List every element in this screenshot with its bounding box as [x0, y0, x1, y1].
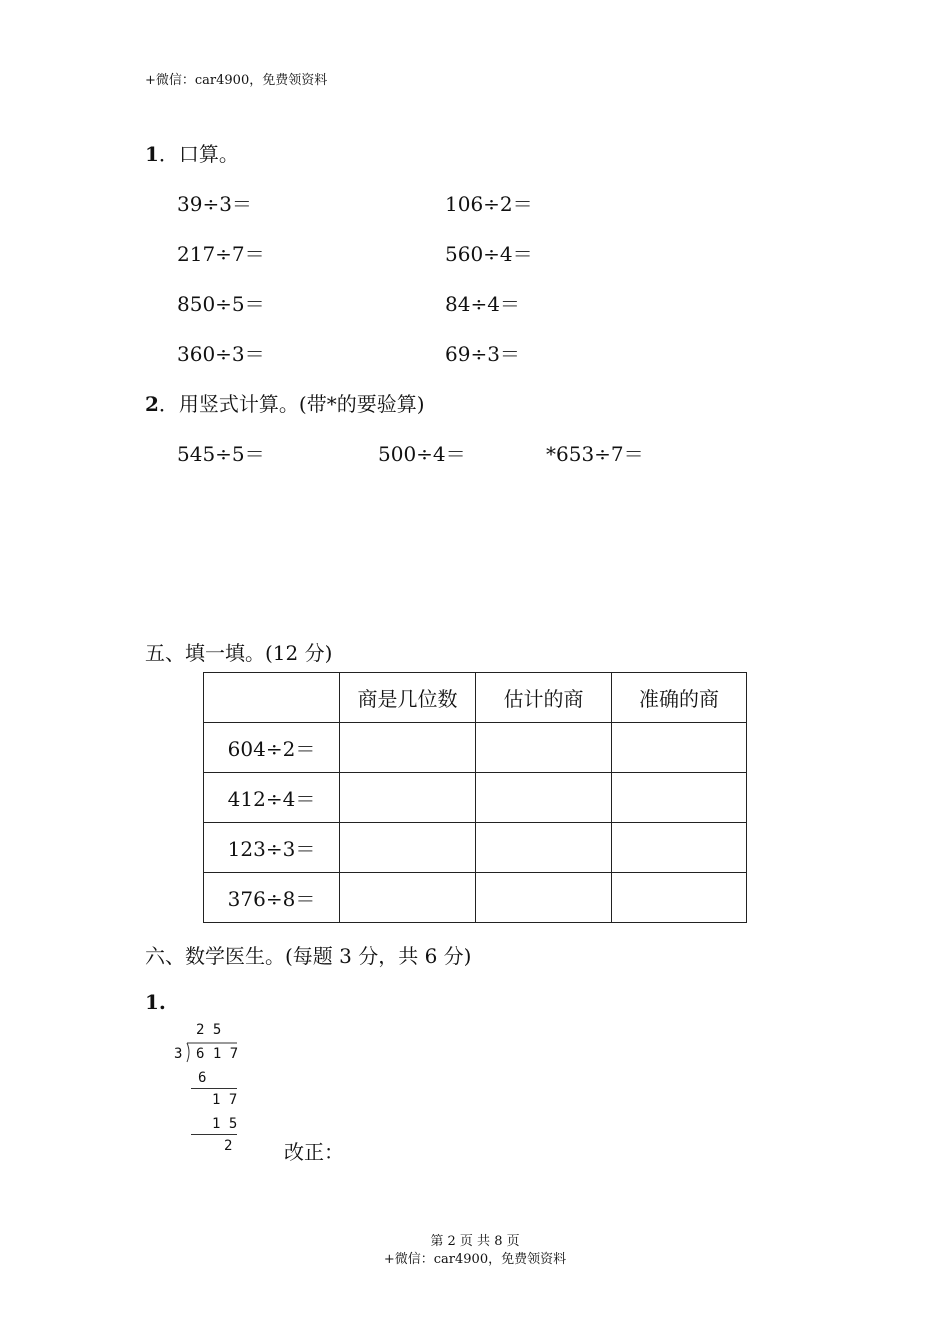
- table-row: [204, 773, 747, 823]
- answer-cell[interactable]: [476, 773, 612, 823]
- division-line: [191, 1088, 237, 1089]
- table-row-label: 412÷4＝: [204, 773, 340, 823]
- q1-item: 106÷2＝: [445, 192, 533, 216]
- division-step: 1 7: [212, 1092, 238, 1108]
- q2-title: ．用竖式计算。(带*的要验算): [158, 392, 425, 416]
- answer-cell[interactable]: [612, 723, 747, 773]
- division-dividend: 6 1 7: [196, 1046, 239, 1062]
- section6-item-number: 1.: [145, 990, 166, 1014]
- q1-item: 560÷4＝: [445, 242, 533, 266]
- answer-cell[interactable]: [612, 823, 747, 873]
- table-header-cell: 估计的商: [476, 673, 612, 723]
- answer-cell[interactable]: [612, 773, 747, 823]
- table-header-cell: 准确的商: [612, 673, 747, 723]
- q1-item: 217÷7＝: [177, 242, 265, 266]
- answer-cell[interactable]: [340, 823, 476, 873]
- division-divisor: 3: [174, 1046, 183, 1062]
- table-header-row: [204, 673, 747, 723]
- section5-title: 五、填一填。(12 分): [145, 641, 333, 665]
- correction-label: 改正：: [284, 1140, 344, 1164]
- table-row-label: 604÷2＝: [204, 723, 340, 773]
- q1-item: 850÷5＝: [177, 292, 265, 316]
- q1-item: 69÷3＝: [445, 342, 520, 366]
- q2-number: 2: [145, 392, 159, 416]
- division-quotient: 2 5: [196, 1022, 222, 1038]
- answer-cell[interactable]: [476, 823, 612, 873]
- section6-title: 六、数学医生。(每题 3 分，共 6 分): [145, 944, 472, 968]
- table-row-label: 376÷8＝: [204, 873, 340, 923]
- table-row: [204, 723, 747, 773]
- q2-item: 545÷5＝: [177, 442, 265, 466]
- division-remainder: 2: [224, 1138, 233, 1154]
- table-row: [204, 873, 747, 923]
- table-header-cell: [204, 673, 340, 723]
- q1-item: 39÷3＝: [177, 192, 252, 216]
- footer-watermark: +微信：car4900，免费领资料: [383, 1252, 567, 1267]
- table-row-label: 123÷3＝: [204, 823, 340, 873]
- q1-heading: [145, 138, 239, 167]
- q1-item: 84÷4＝: [445, 292, 520, 316]
- division-step: 6: [198, 1070, 207, 1086]
- q2-item: *653÷7＝: [546, 442, 644, 466]
- q2-heading: [145, 388, 425, 417]
- fill-in-table: [203, 672, 747, 923]
- division-step: 1 5: [212, 1116, 238, 1132]
- page-number: 第 2 页 共 8 页: [430, 1234, 520, 1249]
- answer-cell[interactable]: [340, 873, 476, 923]
- header-watermark: +微信：car4900，免费领资料: [145, 73, 328, 88]
- table-header-cell: 商是几位数: [340, 673, 476, 723]
- answer-cell[interactable]: [476, 723, 612, 773]
- q1-item: 360÷3＝: [177, 342, 265, 366]
- q2-item: 500÷4＝: [378, 442, 466, 466]
- q1-title: ．口算。: [158, 142, 239, 166]
- answer-cell[interactable]: [612, 873, 747, 923]
- division-line: [191, 1134, 237, 1135]
- answer-cell[interactable]: [340, 723, 476, 773]
- answer-cell[interactable]: [340, 773, 476, 823]
- table-row: [204, 823, 747, 873]
- answer-cell[interactable]: [476, 873, 612, 923]
- q1-number: 1: [145, 142, 159, 166]
